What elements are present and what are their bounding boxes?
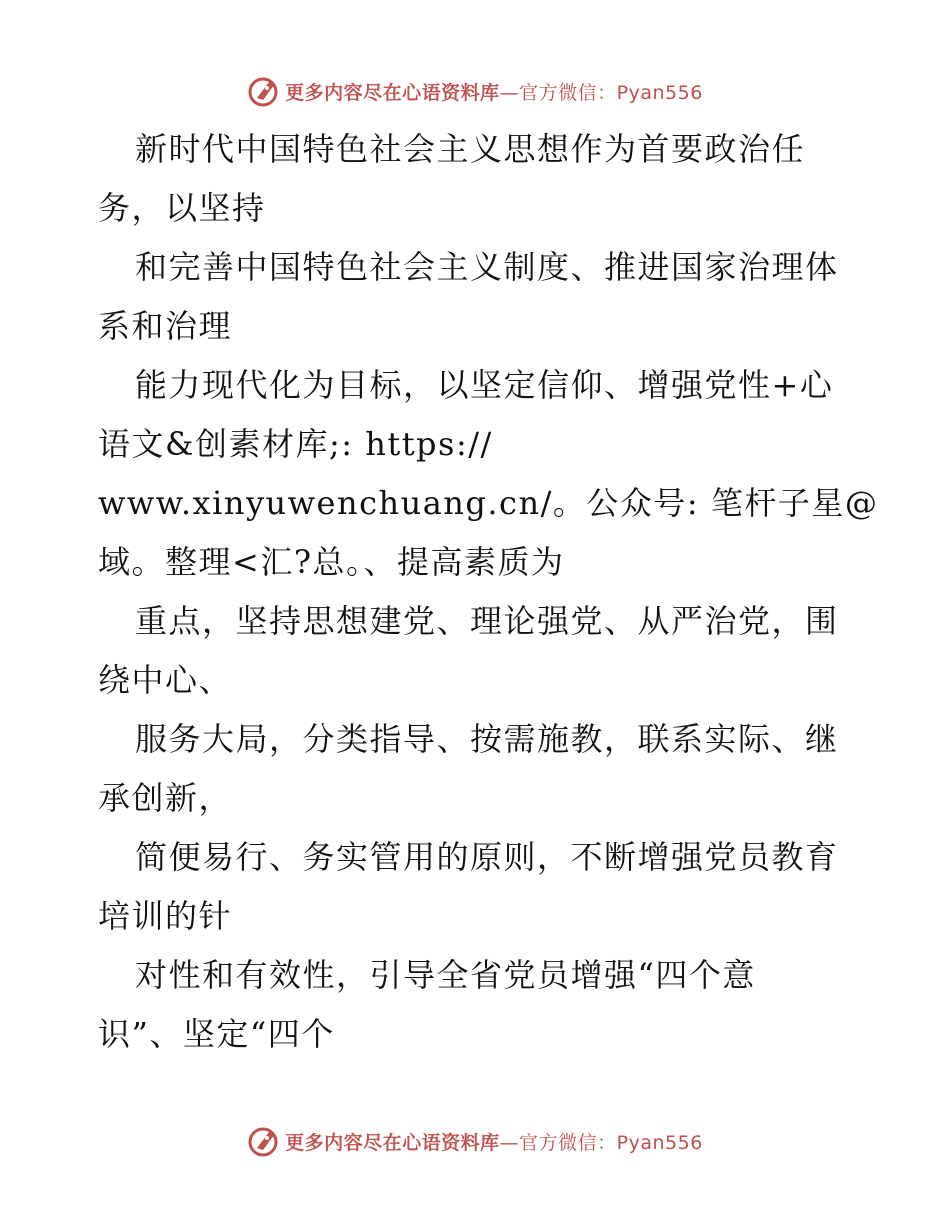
text-line: 培训的针 xyxy=(98,897,233,935)
header-banner-text xyxy=(285,78,703,105)
text-line: 和完善中国特色社会主义制度、推进国家治理体 xyxy=(135,248,839,286)
text-line: 务，以坚持 xyxy=(98,189,266,227)
text-line: www.xinyuwenchuang.cn/。公众号: 笔杆子星@ xyxy=(98,484,879,522)
footer-banner-tail: —官方微信：Pyan556 xyxy=(499,1131,703,1154)
pen-nib-logo-icon xyxy=(247,1124,281,1158)
text-line: 能力现代化为目标，以坚定信仰、增强党性+心 xyxy=(135,366,834,404)
text-line: 绕中心、 xyxy=(98,661,233,699)
footer-banner xyxy=(0,1121,950,1161)
header-banner-lead: 更多内容尽在心语资料库 xyxy=(285,81,500,104)
document-body xyxy=(98,120,879,1064)
footer-banner-lead: 更多内容尽在心语资料库 xyxy=(285,1131,500,1154)
text-line: 系和治理 xyxy=(98,307,233,345)
footer-banner-text xyxy=(285,1128,703,1155)
text-line: 识”、坚定“四个 xyxy=(98,1015,335,1053)
text-line: 重点，坚持思想建党、理论强党、从严治党，围 xyxy=(135,602,839,640)
pen-nib-logo-icon xyxy=(247,74,281,108)
header-banner xyxy=(0,71,950,111)
header-banner-tail: —官方微信：Pyan556 xyxy=(499,81,703,104)
text-line: 承创新， xyxy=(98,779,233,817)
text-line: 服务大局，分类指导、按需施教，联系实际、继 xyxy=(135,720,839,758)
text-line: 简便易行、务实管用的原则，不断增强党员教育 xyxy=(135,838,839,876)
text-line: 对性和有效性，引导全省党员增强“四个意 xyxy=(135,956,756,994)
text-line: 新时代中国特色社会主义思想作为首要政治任 xyxy=(135,130,806,168)
text-line: 域。整理<汇?总。、提高素质为 xyxy=(98,543,565,581)
text-line: 语文&创素材库;: https:// xyxy=(98,425,493,463)
